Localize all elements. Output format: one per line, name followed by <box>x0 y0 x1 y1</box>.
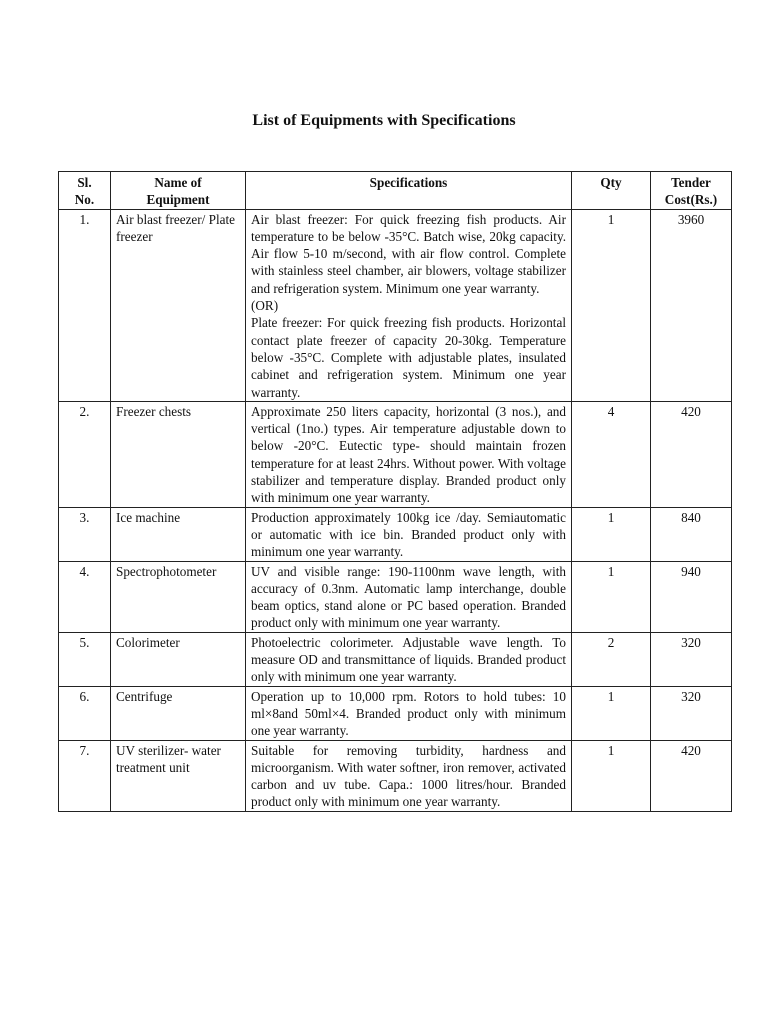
cell-tender-cost: 320 <box>651 632 732 686</box>
cell-sl-no: 6. <box>59 686 111 740</box>
spec-paragraph: (OR) <box>251 298 279 314</box>
cell-equipment-name: Freezer chests <box>111 401 246 507</box>
cell-tender-cost: 940 <box>651 561 732 632</box>
cell-tender-cost: 320 <box>651 686 732 740</box>
spec-paragraph: Suitable for removing turbidity, hardness and microorganism. With water softner, iron remover, activated carbon and uv tube. Capa.: 1000 litres/hour. Branded product only with minimum one year warranty. <box>251 742 566 810</box>
header-cost-line-2: Cost(Rs.) <box>664 192 718 208</box>
cell-sl-no: 1. <box>59 209 111 401</box>
cell-tender-cost: 420 <box>651 401 732 507</box>
cell-tender-cost: 420 <box>651 740 732 811</box>
cell-equipment-name: Centrifuge <box>111 686 246 740</box>
table-row <box>59 740 732 811</box>
spec-paragraph: UV and visible range: 190-1100nm wave length, with accuracy of 0.3nm. Automatic lamp interchange, double beam optics, stand alone or PC based operation. Branded product only with minimum one year warranty. <box>251 563 566 631</box>
spec-paragraph: Air blast freezer: For quick freezing fish products. Air temperature to be below -35°C. Batch wise, 20kg capacity. Air flow 5-10 m/second, with air flow control. Complete with stainless steel chamber, air blowers, voltage stabilizer and refrigeration system. Minimum one year warranty. <box>251 211 566 296</box>
header-row <box>59 172 732 210</box>
cell-equipment-name: Air blast freezer/ Plate freezer <box>111 209 246 401</box>
cell-sl-no: 2. <box>59 401 111 507</box>
table-row <box>59 632 732 686</box>
cell-equipment-name: UV sterilizer- water treatment unit <box>111 740 246 811</box>
table-row <box>59 209 732 401</box>
cell-tender-cost: 840 <box>651 507 732 561</box>
header-name-line-1: Name of <box>154 175 202 190</box>
cell-specifications <box>246 209 572 401</box>
cell-qty: 1 <box>572 561 651 632</box>
cell-qty: 4 <box>572 401 651 507</box>
cell-tender-cost: 3960 <box>651 209 732 401</box>
cell-equipment-name: Colorimeter <box>111 632 246 686</box>
header-name-line-2: Equipment <box>146 192 210 208</box>
spec-paragraph: Plate freezer: For quick freezing fish products. Horizontal contact plate freezer of capacity 20-30kg. Temperature below -35°C. Complete with adjustable plates, insulated cabinet and refrigeration system. Minimum one year warranty. <box>251 315 566 400</box>
cell-specifications <box>246 507 572 561</box>
table-row <box>59 561 732 632</box>
header-specifications: Specifications <box>246 172 572 210</box>
cell-specifications <box>246 740 572 811</box>
table-row <box>59 686 732 740</box>
spec-paragraph: Photoelectric colorimeter. Adjustable wave length. To measure OD and transmittance of liquids. Branded product only with minimum one year warranty. <box>251 634 566 685</box>
cell-qty: 1 <box>572 209 651 401</box>
header-sl-no <box>59 172 111 210</box>
header-tender-cost <box>651 172 732 210</box>
table-row <box>59 401 732 507</box>
page-title: List of Equipments with Specifications <box>252 112 516 129</box>
cell-sl-no: 3. <box>59 507 111 561</box>
cell-equipment-name: Spectrophotometer <box>111 561 246 632</box>
header-qty: Qty <box>572 172 651 210</box>
header-equipment-name <box>111 172 246 210</box>
cell-equipment-name: Ice machine <box>111 507 246 561</box>
cell-qty: 1 <box>572 507 651 561</box>
cell-sl-no: 7. <box>59 740 111 811</box>
cell-qty: 1 <box>572 740 651 811</box>
cell-qty: 1 <box>572 686 651 740</box>
header-sl-line-2: No. <box>74 192 95 208</box>
spec-paragraph: Production approximately 100kg ice /day. Semiautomatic or automatic with ice bin. Branded product only with minimum one year warranty. <box>251 509 566 560</box>
header-cost-line-1: Tender <box>671 175 711 190</box>
spec-paragraph: Approximate 250 liters capacity, horizontal (3 nos.), and vertical (1no.) types. Air temperature adjustable down to below -20°C. Eutectic type- should maintain frozen temperature for at least 24hrs. Without power. With voltage stabilizer and temperature display. Branded product only with minimum one year warranty. <box>251 403 566 506</box>
cell-specifications <box>246 401 572 507</box>
cell-specifications <box>246 686 572 740</box>
spec-paragraph: Operation up to 10,000 rpm. Rotors to hold tubes: 10 ml×8and 50ml×4. Branded product only with minimum one year warranty. <box>251 688 566 739</box>
cell-sl-no: 5. <box>59 632 111 686</box>
cell-specifications <box>246 561 572 632</box>
equipment-table <box>58 171 732 812</box>
table-body <box>59 209 732 811</box>
cell-qty: 2 <box>572 632 651 686</box>
cell-sl-no: 4. <box>59 561 111 632</box>
table-row <box>59 507 732 561</box>
header-sl-line-1: Sl. <box>77 175 92 190</box>
cell-specifications <box>246 632 572 686</box>
table-header <box>59 172 732 210</box>
